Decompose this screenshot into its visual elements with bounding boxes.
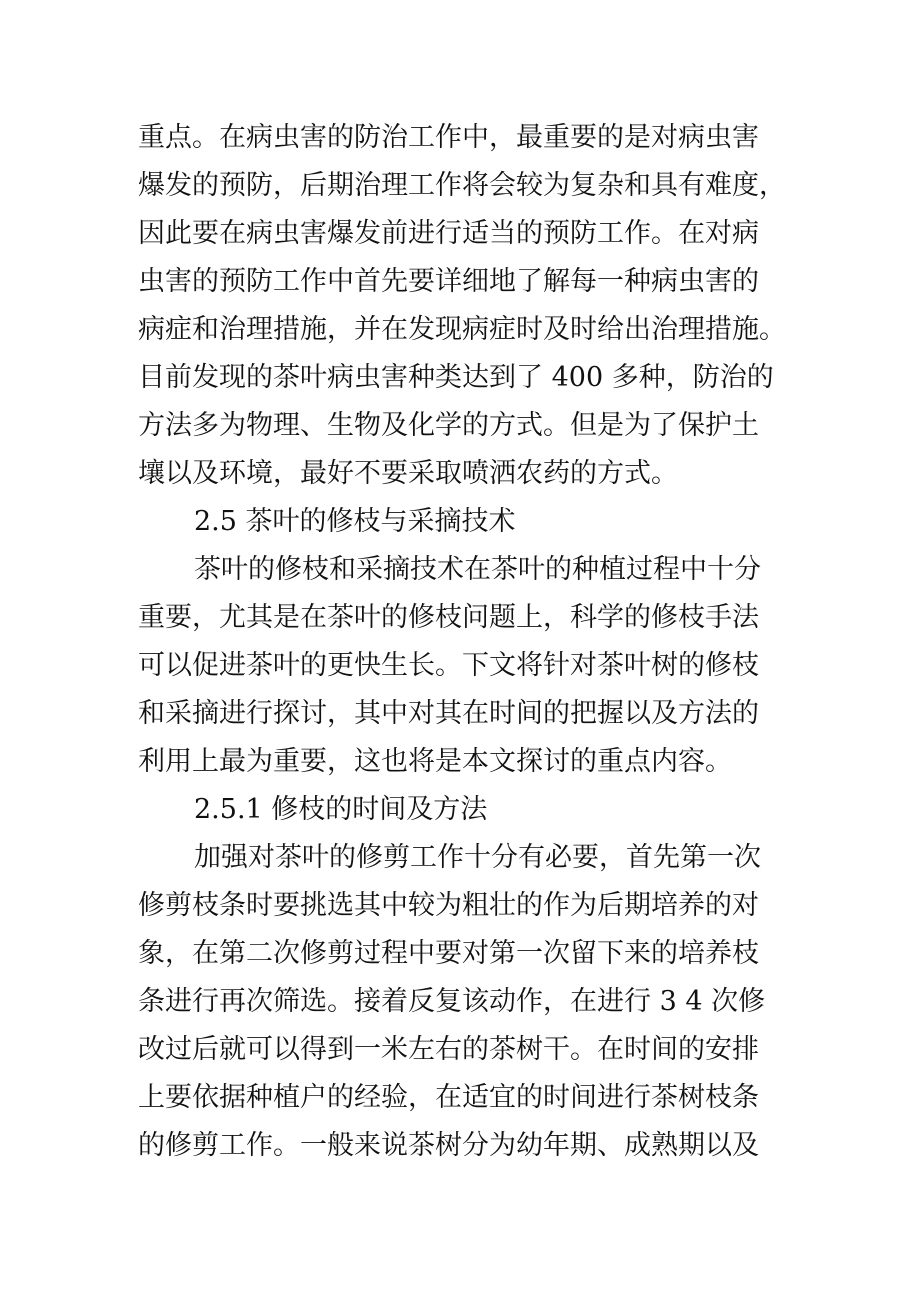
text-line: 改过后就可以得到一米左右的茶树干。在时间的安排 [138, 1034, 759, 1065]
text-line: 加强对茶叶的修剪工作十分有必要，首先第一次 [194, 842, 761, 873]
text-line: 可以促进茶叶的更快生长。下文将针对茶叶树的修枝 [138, 650, 759, 681]
text-line: 条进行再次筛选。接着反复该动作，在进行 3 4 次修 [138, 986, 766, 1017]
body-text [138, 114, 798, 1170]
text-line: 重要，尤其是在茶叶的修枝问题上，科学的修枝手法 [138, 602, 759, 633]
text-line: 象，在第二次修剪过程中要对第一次留下来的培养枝 [138, 938, 759, 969]
text-line: 因此要在病虫害爆发前进行适当的预防工作。在对病 [138, 218, 759, 249]
text-line: 修剪枝条时要挑选其中较为粗壮的作为后期培养的对 [138, 890, 759, 921]
text-line: 上要依据种植户的经验，在适宜的时间进行茶树枝条 [138, 1082, 759, 1113]
section-heading: 2.5 茶叶的修枝与采摘技术 [194, 506, 516, 537]
text-line: 壤以及环境，最好不要采取喷洒农药的方式。 [138, 458, 678, 489]
text-line: 爆发的预防，后期治理工作将会较为复杂和具有难度， [138, 170, 786, 201]
text-line: 目前发现的茶叶病虫害种类达到了 400 多种，防治的 [138, 362, 774, 393]
subsection-heading: 2.5.1 修枝的时间及方法 [194, 794, 488, 825]
text-line: 虫害的预防工作中首先要详细地了解每一种病虫害的 [138, 266, 759, 297]
text-line: 的修剪工作。一般来说茶树分为幼年期、成熟期以及 [138, 1130, 759, 1161]
text-line: 方法多为物理、生物及化学的方式。但是为了保护土 [138, 410, 759, 441]
text-line: 利用上最为重要，这也将是本文探讨的重点内容。 [138, 746, 732, 777]
text-line: 重点。在病虫害的防治工作中，最重要的是对病虫害 [138, 122, 759, 153]
text-line: 茶叶的修枝和采摘技术在茶叶的种植过程中十分 [194, 554, 761, 585]
text-line: 和采摘进行探讨，其中对其在时间的把握以及方法的 [138, 698, 759, 729]
text-line: 病症和治理措施，并在发现病症时及时给出治理措施。 [138, 314, 786, 345]
